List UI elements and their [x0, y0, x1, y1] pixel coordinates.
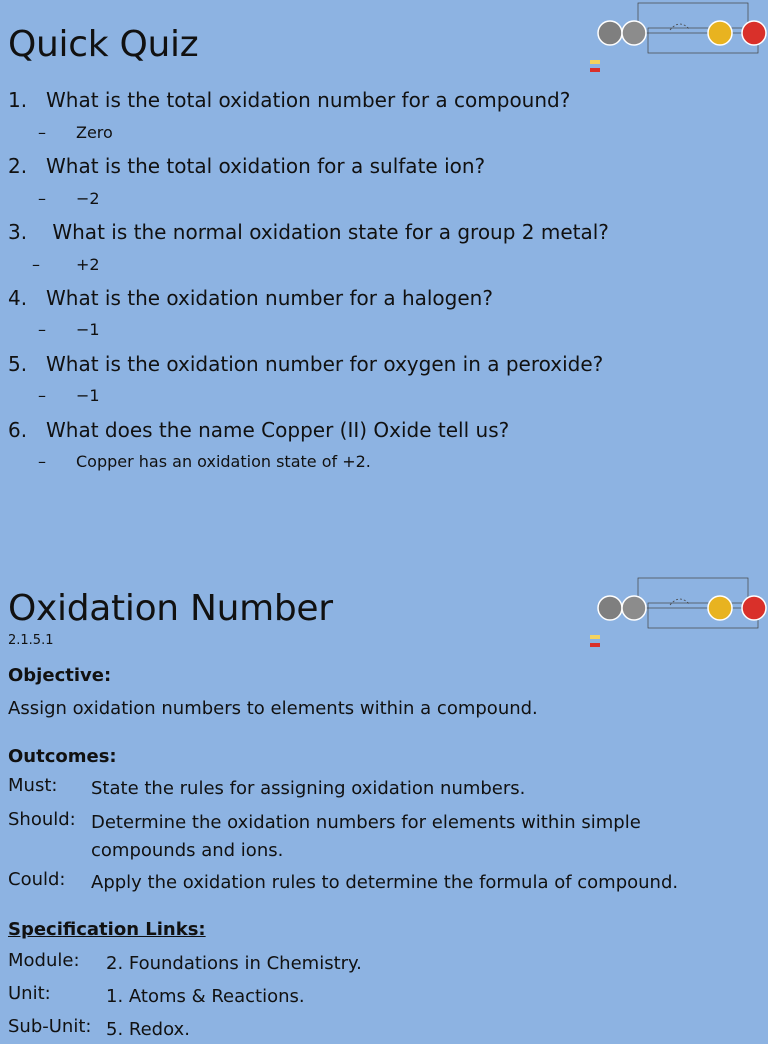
redox-diagram-icon	[590, 0, 768, 78]
spec-links-heading: Specification Links:	[8, 919, 206, 940]
oxidation-number-slide: Oxidation Number 2.1.5.1 Objective: Assign oxidation numbers to elements within a compound. Outcomes: Must: State the rules for assigning oxidation numbers. Should: Determine the oxidation numbers for elements within simple compounds and ions. Could: Apply the oxidation rules to determine the formula of compound. Specification Links: Module: 2. Foundations in Chemistry. Unit: 1. Atoms & Reactions. Sub-Unit: 5. Redox.	[0, 570, 768, 1024]
answer-3: – +2	[32, 255, 100, 274]
answer-2: – −2	[38, 189, 100, 208]
answer-1: – Zero	[38, 123, 113, 142]
slide-title: Oxidation Number	[8, 588, 333, 629]
quick-quiz-slide	[0, 0, 768, 520]
question-1: 1. What is the total oxidation number for a compound?	[8, 88, 571, 112]
answer-6: – Copper has an oxidation state of +2.	[38, 452, 371, 471]
objective-heading: Objective:	[8, 665, 112, 686]
lesson-code: 2.1.5.1	[8, 633, 54, 648]
slide-title: Quick Quiz	[8, 24, 199, 65]
question-2: 2. What is the total oxidation for a sulfate ion?	[8, 154, 486, 178]
answer-5: – −1	[38, 386, 100, 405]
question-4: 4. What is the oxidation number for a halogen?	[8, 286, 493, 310]
question-3: 3. What is the normal oxidation state for a group 2 metal?	[8, 220, 609, 244]
redox-diagram-icon	[590, 575, 768, 653]
objective-text: Assign oxidation numbers to elements within a compound.	[8, 698, 538, 719]
question-6: 6. What does the name Copper (II) Oxide tell us?	[8, 418, 510, 442]
question-5: 5. What is the oxidation number for oxygen in a peroxide?	[8, 352, 604, 376]
outcomes-heading: Outcomes:	[8, 746, 117, 767]
answer-4: – −1	[38, 320, 100, 339]
